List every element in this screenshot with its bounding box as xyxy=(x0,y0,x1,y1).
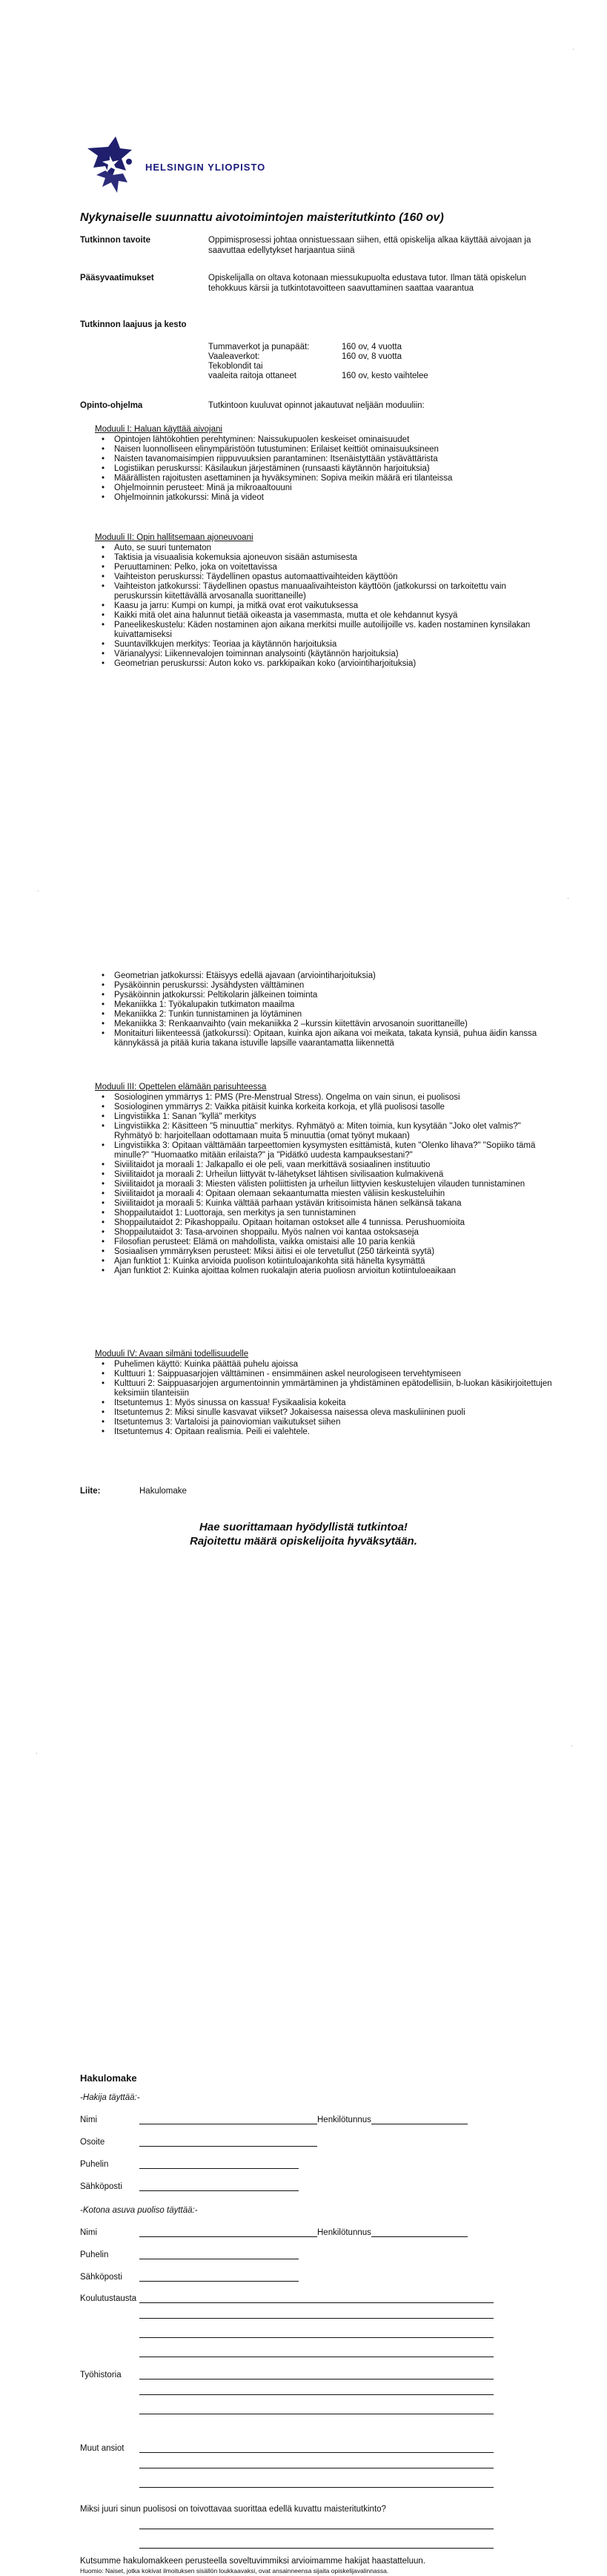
module-4 xyxy=(95,1350,554,1437)
scan-speck: · xyxy=(572,45,574,53)
puhelin-label: Puhelin xyxy=(80,2160,109,2169)
module-title: Moduuli IV: Avaan silmäni todellisuudelle xyxy=(95,1350,249,1358)
list-item: • Monitaituri liikenteessä (jatkokurssi): Opitaan, kuinka ajon aikana voi meikata, takata kynsiä, puhua äidin kanssa kännykässä ja pitää kuria takana istuville lapsille vaarantamatta liikennettä xyxy=(114,1029,554,1048)
list-item: • Sosiologinen ymmärrys 1: PMS (Pre-Menstrual Stress). Ongelma on vain sinun, ei puolisosi xyxy=(114,1093,554,1103)
list-item: • Sosiaalisen ymmärryksen perusteet: Miksi äitisi ei ole tervetullut (250 tärkeintä syytä) xyxy=(114,1247,554,1257)
osoite-label: Osoite xyxy=(80,2138,105,2147)
sahkoposti-label: Sähköposti xyxy=(80,2182,122,2191)
module-3 xyxy=(95,1083,554,1276)
partner-nimi-field[interactable] xyxy=(139,2228,317,2237)
list-item: • Kulttuuri 2: Saippuasarjojen argumentoinnin ymmärtäminen ja yhdistäminen epätodellisiin, b-luokan käsikirjoitettujen keksimiin tilanteisiin xyxy=(114,1379,554,1398)
list-item: • Siviilitaidot ja moraali 5: Kuinka välttää parhaan ystävän kritisoimista hänen selkänsä takana xyxy=(114,1199,554,1209)
form-title: Hakulomake xyxy=(80,2073,137,2084)
list-item: • Peruuttaminen: Pelko, joka on voitettavissa xyxy=(114,563,554,572)
tavoite-text: Oppimisprosessi johtaa onnistuessaan siihen, että opiskelija alkaa käyttää aivojaan ja saavuttaa edellytykset harjaantua siinä xyxy=(208,236,531,255)
koulutustausta-field[interactable] xyxy=(139,2294,494,2303)
nimi-label: Nimi xyxy=(80,2116,97,2124)
university-emblem-icon xyxy=(83,133,142,196)
list-item: • Ajan funktiot 1: Kuinka arvioida puolison kotiintuloajankohta sitä hänelta kysymättä xyxy=(114,1257,554,1266)
attachment-value: Hakulomake xyxy=(139,1487,187,1496)
nimi-field[interactable] xyxy=(139,2116,317,2124)
module-2-continued xyxy=(95,971,554,1048)
nimi-label: Nimi xyxy=(80,2228,97,2237)
tyohistoria-row xyxy=(80,2371,494,2380)
closing-line-2: Rajoitettu määrä opiskelijoita hyväksytään. xyxy=(190,1535,417,1548)
list-item: • Opintojen lähtökohtien perehtyminen: Naissukupuolen keskeiset ominaisuudet xyxy=(114,435,554,445)
attachment-row xyxy=(80,1487,187,1496)
list-item: • Siviilitaidot ja moraali 4: Opitaan olemaan sekaantumatta miesten väliisin keskusteluihin xyxy=(114,1189,554,1199)
list-item: • Sosiologinen ymmärrys 2: Vaikka pitäisit kuinka korkeita korkoja, et yllä puolisosi tasolle xyxy=(114,1103,554,1112)
module-list xyxy=(95,435,554,503)
muut-ansiot-field[interactable] xyxy=(139,2444,494,2453)
list-item: • Taktisia ja visuaalisia kokemuksia ajoneuvon sisään astumisesta xyxy=(114,553,554,563)
list-item: • Puhelimen käyttö: Kuinka päättää puhelu ajoissa xyxy=(114,1360,554,1370)
closing-line-1: Hae suorittamaan hyödyllistä tutkintoa! xyxy=(199,1521,408,1533)
form-footer: Kutsumme hakulomakkeen perusteella soveltuvimmiksi arvioimamme hakijat haastatteluun. xyxy=(80,2557,425,2566)
applicant-email-row xyxy=(80,2182,299,2191)
list-item: • Shoppailutaidot 2: Pikashoppailu. Opitaan hoitaman ostokset alle 4 tunnissa. Perushuomioita xyxy=(114,1218,554,1228)
koulutustausta-label: Koulutustausta xyxy=(80,2294,137,2303)
list-item: • Siviilitaidot ja moraali 2: Urheilun liittyvät tv-lähetykset lähtisen sivilisaation kulmakivenä xyxy=(114,1170,554,1180)
muut-ansiot-line-3[interactable] xyxy=(139,2487,494,2488)
ohjelma-text: Tutkintoon kuuluvat opinnot jakautuvat neljään moduuliin: xyxy=(208,401,425,410)
list-item: • Naisten tavanomaisimpien riippuvuuksien parantaminen: Itsenäistyttään ystävättärista xyxy=(114,455,554,464)
list-item: • Filosofian perusteet: Elämä on mahdollista, vaikka omistaisi alle 10 paria kenkiä xyxy=(114,1238,554,1247)
university-logo xyxy=(83,133,265,196)
motivation-question: Miksi juuri sinun puolisosi on toivottavaa suorittaa edellä kuvattu maisteritutkinto? xyxy=(80,2505,386,2514)
list-item: • Suuntavilkkujen merkitys: Teoriaa ja käytännön harjoituksia xyxy=(114,640,554,650)
attachment-label: Liite: xyxy=(80,1487,101,1496)
list-item: • Itsetuntemus 3: Vartaloisi ja painoviomian vaikutukset siihen xyxy=(114,1418,554,1427)
motivation-line-2[interactable] xyxy=(139,2548,494,2549)
partner-email-row xyxy=(80,2273,299,2282)
muut-ansiot-label: Muut ansiot xyxy=(80,2444,125,2453)
module-title: Moduuli I: Haluan käyttää aivojani xyxy=(95,425,222,434)
list-item: • Lingvistiikka 1: Sanan "kyllä" merkitys xyxy=(114,1112,554,1122)
list-item: • Auto, se suuri tuntematon xyxy=(114,544,554,553)
list-item: • Geometrian jatkokurssi: Etäisyys edellä ajavaan (arviointiharjoituksia) xyxy=(114,971,554,981)
module-list xyxy=(95,1093,554,1276)
koulutustausta-line-2[interactable] xyxy=(139,2318,494,2319)
vaatimukset-label: Pääsyvaatimukset xyxy=(80,274,154,283)
ohjelma-label: Opinto-ohjelma xyxy=(80,401,143,410)
kesto-row: Tummaverkot ja punapäät: 160 ov, 4 vuotta xyxy=(208,343,402,351)
henkilotunnus-field[interactable] xyxy=(371,2116,468,2124)
kesto-row: Vaaleaverkot: 160 ov, 8 vuotta xyxy=(208,352,402,361)
applicant-phone-row xyxy=(80,2160,299,2169)
kesto-row: vaaleita raitoja ottaneet 160 ov, kesto vaihtelee xyxy=(208,371,428,380)
list-item: • Itsetuntemus 4: Opitaan realismia. Peili ei valehtele. xyxy=(114,1427,554,1437)
list-item: • Logistiikan peruskurssi: Käsilaukun järjestäminen (runsaasti käytännön harjoituksia) xyxy=(114,464,554,474)
list-item: • Määrällisten rajoitusten asettaminen ja hyväksyminen: Sopiva meikin määrä eri tilanteissa xyxy=(114,474,554,483)
partner-phone-row xyxy=(80,2250,299,2259)
applicant-address-row xyxy=(80,2138,317,2147)
list-item: • Lingvistiikka 2: Käsitteen "5 minuuttia" merkitys. Ryhmätyö a: Miten toimia, kun kysytään "Joko olet valmis?" Ryhmätyö b: harjoitellaan odottamaan muita 5 minuuttia (omat työnyt mukaan) xyxy=(114,1122,554,1141)
vaatimukset-text: Opiskelijalla on oltava kotonaan miessukupuolta edustava tutor. Ilman tätä opiskelun tehokkuus kärsii ja tutkintotavoitteen saavuttaminen saattaa vaarantua xyxy=(208,274,526,293)
list-item: • Pysäköinnin jatkokurssi: Peltikolarin jälkeinen toiminta xyxy=(114,991,554,1000)
module-list xyxy=(95,971,554,1048)
applicant-note: -Hakija täyttää:- xyxy=(80,2093,140,2102)
list-item: • Mekaniikka 3: Renkaanvaihto (vain mekaniikka 2 –kurssin kiitettävin arvosanoin suorittaneille) xyxy=(114,1020,554,1029)
list-item: • Vaihteiston peruskurssi: Täydellinen opastus automaattivaihteiden käyttöön xyxy=(114,572,554,582)
kesto-row: Tekoblondit tai xyxy=(208,362,263,371)
page-1 xyxy=(0,0,607,856)
form-small-note: Huomio: Naiset, jotka kokivat ilmoituksen sisällön loukkaavaksi, ovat ansainneensa sijaita opiskelijavalinnassa. xyxy=(80,2567,389,2575)
list-item: • Itsetuntemus 2: Miksi sinulle kasvavat viikset? Jokaisessa naisessa oleva maskuliininen puoli xyxy=(114,1408,554,1418)
sahkoposti-label: Sähköposti xyxy=(80,2273,122,2282)
logo-text: HELSINGIN YLIOPISTO xyxy=(145,161,266,173)
puhelin-field[interactable] xyxy=(139,2160,299,2169)
tavoite-label: Tutkinnon tavoite xyxy=(80,236,150,245)
puhelin-label: Puhelin xyxy=(80,2250,109,2259)
scan-speck: · xyxy=(571,1742,573,1749)
partner-name-row xyxy=(80,2228,468,2237)
list-item: • Itsetuntemus 1: Myös sinussa on kassua! Fysikaalisia kokeita xyxy=(114,1398,554,1408)
list-item: • Mekaniikka 2: Tunkin tunnistaminen ja löytäminen xyxy=(114,1010,554,1020)
list-item: • Kaikki mitä olet aina halunnut tietää oikeasta ja vasemmasta, mutta et ole kehdannut kysyä xyxy=(114,611,554,621)
list-item: • Shoppailutaidot 1: Luottoraja, sen merkitys ja sen tunnistaminen xyxy=(114,1209,554,1218)
osoite-field[interactable] xyxy=(139,2138,317,2147)
list-item: • Siviilitaidot ja moraali 3: Miesten välisten poliittisten ja urheilun liittyvien keskustelujen vilauden tunnistaminen xyxy=(114,1180,554,1189)
module-list xyxy=(95,544,554,669)
koulutustausta-row xyxy=(80,2294,494,2303)
list-item: • Siviilitaidot ja moraali 1: Jalkapallo ei ole peli, vaan merkittävä sosiaalinen instituutio xyxy=(114,1160,554,1170)
module-list xyxy=(95,1360,554,1437)
muut-ansiot-row xyxy=(80,2444,494,2453)
list-item: • Naisen luonnolliseen elinympäristöön tutustuminen: Erilaiset keittiöt ominaisuuksineen xyxy=(114,445,554,455)
partner-puhelin-field[interactable] xyxy=(139,2250,299,2259)
scan-speck: · xyxy=(37,887,39,894)
kesto-list xyxy=(208,343,428,381)
henkilotunnus-label: Henkilötunnus xyxy=(317,2228,371,2237)
tyohistoria-label: Työhistoria xyxy=(80,2371,122,2380)
list-item: • Pysäköinnin peruskurssi: Jysähdysten välttäminen xyxy=(114,981,554,991)
scan-speck: · xyxy=(567,894,569,902)
module-2 xyxy=(95,533,554,669)
henkilotunnus-label: Henkilötunnus xyxy=(317,2116,371,2124)
list-item: • Shoppailutaidot 3: Tasa-arvoinen shoppailu. Myös nalnen voi kantaa ostoksaseja xyxy=(114,1228,554,1238)
module-title: Moduuli III: Opettelen elämään parisuhteessa xyxy=(95,1083,267,1092)
list-item: • Vaihteiston jatkokurssi: Täydellinen opastus manuaalivaihteiston käyttöön (jatkokurssi on tarkoitettu vain peruskurssin kiitettävällä arvosanalla suorittaneille) xyxy=(114,582,554,601)
list-item: • Kaasu ja jarru: Kumpi on kumpi, ja mitkä ovat erot vaikutuksessa xyxy=(114,601,554,611)
module-1 xyxy=(95,425,554,503)
module-title: Moduuli II: Opin hallitsemaan ajoneuvoani xyxy=(95,533,253,542)
list-item: • Geometrian peruskurssi: Auton koko vs. parkkipaikan koko (arviointiharjoituksia) xyxy=(114,659,554,669)
koulutustausta-line-3[interactable] xyxy=(139,2337,494,2338)
page-2 xyxy=(0,856,607,1713)
tyohistoria-line-2[interactable] xyxy=(139,2394,494,2395)
list-item: • Paneelikeskustelu: Käden nostaminen ajon aikana merkitsi muille autoilijoille vs. kaden nostaminen kynsilakan kuivattamiseksi xyxy=(114,621,554,640)
list-item: • Mekaniikka 1: Työkalupakin tutkimaton maailma xyxy=(114,1000,554,1010)
list-item: • Kulttuuri 1: Saippuasarjojen välttäminen - ensimmäinen askel neurologiseen tervehtymiseen xyxy=(114,1370,554,1379)
partner-note: -Kotona asuva puoliso täyttää:- xyxy=(80,2206,198,2215)
list-item: • Värianalyysi: Liikennevalojen toiminnan analysointi (käytännön harjoituksia) xyxy=(114,650,554,659)
page-title: Nykynaiselle suunnattu aivotoimintojen maisteritutkinto (160 ov) xyxy=(80,211,444,224)
applicant-name-row xyxy=(80,2116,468,2124)
laajuus-heading: Tutkinnon laajuus ja kesto xyxy=(80,320,187,329)
list-item: • Lingvistiikka 3: Opitaan välttämään tarpeettomien kysymysten esittämistä, kuten "Olenko lihava?" "Sopiiko tämä minulle?" "Huomaatko mitään erilaista?" ja "Pidätkö uudesta kampauksestani?" xyxy=(114,1141,554,1160)
list-item: • Ohjelmoinnin perusteet: Minä ja mikroaaltouuni xyxy=(114,483,554,493)
list-item: • Ajan funktiot 2: Kuinka ajoittaa kolmen ruokalajin ateria puoliosn arvioitun kotiintuloeaikaan xyxy=(114,1266,554,1276)
partner-sahkoposti-field[interactable] xyxy=(139,2273,299,2282)
sahkoposti-field[interactable] xyxy=(139,2182,299,2191)
tyohistoria-field[interactable] xyxy=(139,2371,494,2380)
scan-speck: · xyxy=(36,1749,38,1757)
list-item: • Ohjelmoinnin jatkokurssi: Minä ja videot xyxy=(114,493,554,503)
partner-henkilotunnus-field[interactable] xyxy=(371,2228,468,2237)
